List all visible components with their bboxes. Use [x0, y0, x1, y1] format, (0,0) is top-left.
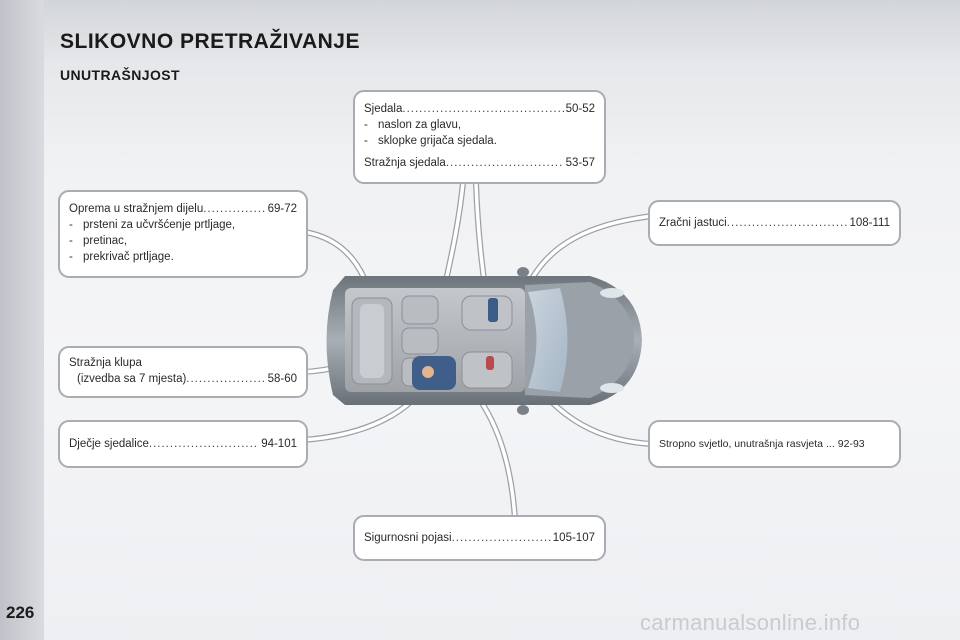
seats-pages: 50-52 — [565, 103, 595, 115]
callout-rear-equipment: Oprema u stražnjem dijelu ..... 69-72 - prsteni za učvršćenje prtljage, - pretinac, - prekrivač prtljage. — [58, 190, 308, 278]
rear-equipment-pages: 69-72 — [267, 203, 297, 215]
seat-belts-pages: 105-107 — [552, 532, 595, 544]
watermark: carmanualsonline.info — [640, 610, 861, 635]
rear-bench-sublabel: (izvedba sa 7 mjesta) — [77, 373, 187, 385]
ceiling-light-dots: ... — [826, 438, 835, 450]
callout-seat-belts — [353, 515, 606, 561]
ceiling-light-label: Stropno svjetlo, unutrašnja rasvjeta — [659, 438, 824, 450]
callout-rear-bench — [58, 346, 308, 398]
rear-seats-pages: 53-57 — [565, 157, 595, 169]
airbags-label: Zračni jastuci — [659, 217, 727, 229]
callout-seats: Sjedala ..... 50-52 - naslon za glavu, - sklopke grijača sjedala. Stražnja sjedala ..... 53-57 — [353, 90, 606, 184]
child-seats-label: Dječje sjedalice — [69, 438, 149, 450]
seats-label: Sjedala — [364, 103, 403, 115]
rear-equipment-bullet-rings: prsteni za učvršćenje prtljage, — [83, 219, 236, 231]
callout-child-seats — [58, 420, 308, 468]
car-body — [327, 267, 643, 415]
section-subtitle: UNUTRAŠNJOST — [60, 67, 180, 83]
ceiling-light-pages: 92-93 — [837, 438, 865, 450]
airbags-pages: 108-111 — [849, 217, 890, 229]
page-number: 226 — [6, 603, 35, 622]
rear-bench-pages: 58-60 — [267, 373, 297, 385]
page-title: SLIKOVNO PRETRAŽIVANJE — [60, 30, 360, 53]
callout-airbags — [648, 200, 901, 246]
seats-bullet-heating: sklopke grijača sjedala. — [378, 135, 497, 147]
seat-belts-label: Sigurnosni pojasi — [364, 532, 452, 544]
rear-equipment-bullet-compartment: pretinac, — [83, 235, 128, 247]
seats-bullet-headrest: naslon za glavu, — [378, 119, 462, 131]
child-seats-pages: 94-101 — [261, 438, 297, 450]
rear-equipment-label: Oprema u stražnjem dijelu — [69, 203, 204, 215]
callout-ceiling-light — [648, 420, 901, 468]
rear-equipment-bullet-cover: prekrivač prtljage. — [83, 251, 174, 263]
rear-bench-label: Stražnja klupa — [69, 357, 142, 369]
rear-seats-label: Stražnja sjedala — [364, 157, 446, 169]
